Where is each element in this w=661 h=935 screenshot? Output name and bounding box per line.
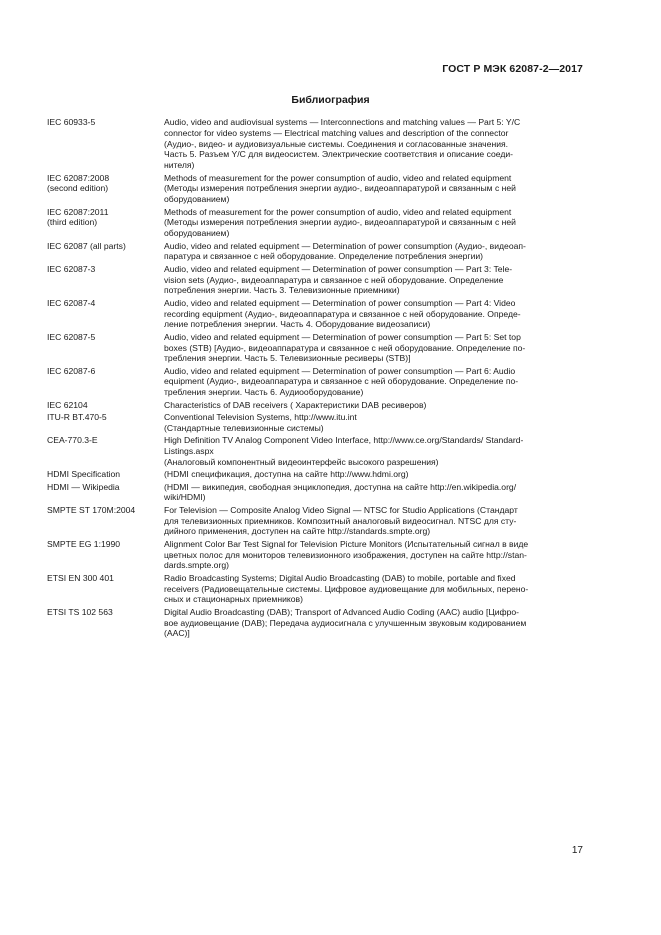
- reference-code: ETSI TS 102 563: [47, 606, 113, 617]
- bibliography-entry: [47, 435, 584, 467]
- reference-description: Alignment Color Bar Test Signal for Television Picture Monitors (Испытательный сигнал в виде цветных полос для мониторов телевизионного изображения, доступен на сайте http://stan- dards.smpte.org): [164, 538, 529, 571]
- reference-description: Audio, video and related equipment — Determination of power consumption — Part 5: Set top boxes (STB) [Аудио-, видеоаппаратура и связанное с ней оборудование. Определение по- требления энергии. Часть 5. Телевизионные ресиверы (STB)]: [164, 331, 526, 364]
- reference-description: High Definition TV Analog Component Video Interface, http://www.ce.org/Standards/ Standard- Listings.aspx (Аналоговый компонентный видеоинтерфейс высокого разрешения): [164, 435, 524, 467]
- reference-code: CEA-770.3-E: [47, 435, 98, 446]
- bibliography-entry: [47, 539, 584, 571]
- bibliography-entry: [47, 366, 584, 398]
- reference-code: IEC 62087-6: [47, 365, 96, 376]
- reference-description: Radio Broadcasting Systems; Digital Audio Broadcasting (DAB) to mobile, portable and fixed receivers (Радиовещательные системы. Цифровое аудиовещание для мобильных, перено- сных и стационарных приемников): [164, 572, 529, 605]
- bibliography-title: Библиография: [291, 94, 370, 106]
- reference-description: (HDMI — википедия, свободная энциклопедия, доступна на сайте http://en.wikipedia.org/ wiki/HDMI): [164, 481, 517, 503]
- reference-description: Audio, video and related equipment — Determination of power consumption — Part 3: Tele- vision sets (Аудио-, видеоаппаратура и связанное с ней оборудование. Определение потребления энергии. Часть 3. Телевизионные приемники): [164, 263, 513, 296]
- reference-code: IEC 62087-4: [47, 297, 96, 308]
- bibliography-entry: [47, 482, 584, 504]
- reference-code: IEC 60933-5: [47, 117, 96, 127]
- reference-code: IEC 62087:2011 (third edition): [47, 206, 109, 228]
- document-header-standard-id: ГОСТ Р МЭК 62087-2—2017: [442, 63, 583, 75]
- bibliography-entry: [47, 207, 584, 239]
- bibliography-entry: [47, 505, 584, 537]
- bibliography-entry: [47, 573, 584, 605]
- reference-code: IEC 62087:2008 (second edition): [47, 172, 110, 194]
- bibliography-entry: [47, 412, 584, 434]
- reference-code: HDMI — Wikipedia: [47, 481, 120, 492]
- bibliography-entry: [47, 241, 584, 263]
- reference-description: Conventional Television Systems, http://www.itu.int (Стандартные телевизионные системы): [164, 412, 357, 433]
- reference-description: Methods of measurement for the power consumption of audio, video and related equipment (Методы измерения потребления энергии аудио-, видеоаппаратурой и связанным с ней оборудованием): [164, 172, 516, 205]
- bibliography-entry: [47, 173, 584, 205]
- reference-code: IEC 62087-3: [47, 263, 96, 274]
- reference-description: Audio, video and audiovisual systems — Interconnections and matching values — Part 5: Y/C connector for video systems — Electrical matching values and description of the connector (Аудио-, видео- и аудиовизуальные системы. Соединения и согласованные значения. Часть 5. Разъем Y/C для видеосистем. Электрические соответствия и описание соеди- нителя): [164, 117, 521, 171]
- page-number: 17: [571, 845, 583, 856]
- reference-description: Characteristics of DAB receivers ( Характеристики DAB ресиверов): [164, 399, 427, 410]
- reference-description: Digital Audio Broadcasting (DAB); Transport of Advanced Audio Coding (AAC) audio [Цифро- вое аудиовещание (DAB); Передача аудиосигнала с улучшенным звуковым кодированием (AAC)]: [164, 606, 527, 639]
- reference-description: Audio, video and related equipment — Determination of power consumption — Part 6: Audio equipment (Аудио-, видеоаппаратура и связанное с ней оборудование. Определение по- требления энергии. Часть 6. Аудиооборудование): [164, 365, 519, 398]
- reference-code: SMPTE EG 1:1990: [47, 538, 121, 549]
- reference-description: Methods of measurement for the power consumption of audio, video and related equipment (Методы измерения потребления энергии аудио-, видеоаппаратурой и связанным с ней оборудованием): [164, 206, 516, 239]
- reference-code: SMPTE ST 170M:2004: [47, 504, 136, 515]
- bibliography-entry: [47, 332, 584, 364]
- reference-code: IEC 62104: [47, 399, 88, 410]
- reference-description: (HDMI спецификация, доступна на сайте http://www.hdmi.org): [164, 469, 409, 480]
- bibliography-entry: [47, 298, 584, 330]
- reference-code: ITU-R BT.470-5: [47, 412, 107, 423]
- bibliography-entry: [47, 400, 584, 411]
- bibliography-entry: [47, 264, 584, 296]
- reference-code: ETSI EN 300 401: [47, 572, 114, 583]
- bibliography-entry: [47, 607, 584, 639]
- bibliography-list: [47, 117, 584, 641]
- reference-description: Audio, video and related equipment — Determination of power consumption — Part 4: Video recording equipment (Аудио-, видеоаппаратура и связанное с ней оборудование. Опреде- ление потребления энергии. Часть 4. Оборудование видеозаписи): [164, 297, 521, 330]
- reference-code: HDMI Specification: [47, 469, 121, 480]
- reference-code: IEC 62087 (all parts): [47, 240, 126, 251]
- reference-code: IEC 62087-5: [47, 331, 96, 342]
- bibliography-entry: [47, 117, 584, 171]
- reference-description: For Television — Composite Analog Video Signal — NTSC for Studio Applications (Стандарт для телевизионных приемников. Композитный аналоговый видеосигнал. NTSC для сту- дийного применения, доступен на сайте http://standards.smpte.org): [164, 504, 518, 537]
- bibliography-entry: [47, 469, 584, 480]
- reference-description: Audio, video and related equipment — Determination of power consumption (Аудио-, видеоап- паратура и связанное с ней оборудование. Определение потребления энергии): [164, 240, 526, 262]
